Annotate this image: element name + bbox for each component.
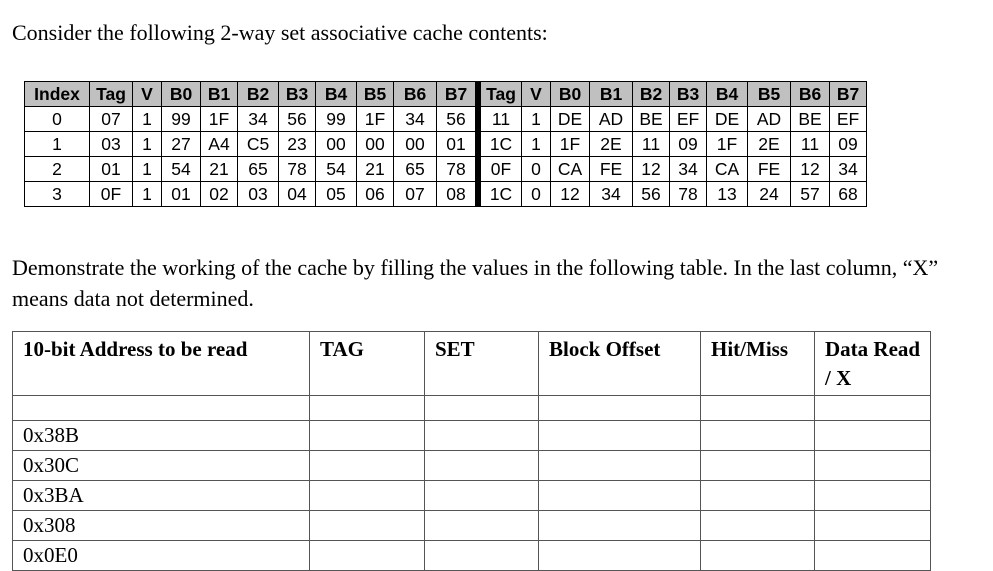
- address-cell: 0x3BA: [13, 481, 310, 511]
- answer-cell: [310, 541, 425, 571]
- answer-cell: [310, 421, 425, 451]
- cache-col-header: B0: [162, 82, 201, 107]
- answer-cell: [539, 421, 701, 451]
- cache-col-header: B0: [551, 82, 590, 107]
- cache-cell: 11: [633, 132, 670, 157]
- question-col-header: 10-bit Address to be read: [13, 332, 310, 396]
- question-row: [13, 511, 931, 541]
- cache-col-header: B5: [357, 82, 394, 107]
- cache-cell: 12: [551, 182, 590, 207]
- question-row: [13, 451, 931, 481]
- answer-cell: [425, 481, 539, 511]
- answer-cell: [539, 396, 701, 421]
- cache-cell: 0: [25, 107, 90, 132]
- cache-cell: FE: [748, 157, 791, 182]
- cache-cell: 1: [133, 107, 162, 132]
- cache-cell: 07: [394, 182, 437, 207]
- question-col-header: Block Offset: [539, 332, 701, 396]
- cache-cell: FE: [590, 157, 633, 182]
- cache-cell: AD: [748, 107, 791, 132]
- cache-col-header: B4: [316, 82, 357, 107]
- cache-cell: 1F: [707, 132, 748, 157]
- question-col-header: SET: [425, 332, 539, 396]
- cache-cell: 09: [830, 132, 867, 157]
- cache-cell: C5: [238, 132, 279, 157]
- cache-cell: 54: [316, 157, 357, 182]
- cache-cell: 34: [238, 107, 279, 132]
- answer-cell: [13, 396, 310, 421]
- cache-cell: 54: [162, 157, 201, 182]
- question-blank-row: [13, 396, 931, 421]
- cache-cell: 78: [437, 157, 479, 182]
- cache-col-header: V: [522, 82, 551, 107]
- cache-cell: 2: [25, 157, 90, 182]
- answer-cell: [425, 396, 539, 421]
- cache-cell: 34: [590, 182, 633, 207]
- cache-cell: 11: [791, 132, 830, 157]
- cache-cell: 56: [633, 182, 670, 207]
- cache-cell: 00: [357, 132, 394, 157]
- answer-cell: [701, 541, 815, 571]
- question-header-row: [13, 332, 931, 396]
- cache-cell: CA: [707, 157, 748, 182]
- cache-row: [25, 132, 867, 157]
- address-cell: 0x38B: [13, 421, 310, 451]
- cache-cell: 1: [25, 132, 90, 157]
- cache-col-header: B1: [590, 82, 633, 107]
- cache-cell: 03: [238, 182, 279, 207]
- cache-cell: 1: [133, 157, 162, 182]
- cache-col-header: B3: [279, 82, 316, 107]
- cache-cell: 12: [633, 157, 670, 182]
- cache-cell: 34: [670, 157, 707, 182]
- address-question-table: [12, 331, 931, 571]
- cache-cell: 01: [437, 132, 479, 157]
- cache-cell: 56: [279, 107, 316, 132]
- cache-cell: 1: [133, 132, 162, 157]
- cache-cell: 09: [670, 132, 707, 157]
- cache-col-header: B2: [238, 82, 279, 107]
- cache-cell: 0F: [478, 157, 522, 182]
- cache-col-header: Tag: [90, 82, 133, 107]
- cache-cell: 12: [791, 157, 830, 182]
- cache-cell: 78: [670, 182, 707, 207]
- cache-cell: 0: [522, 182, 551, 207]
- answer-cell: [425, 511, 539, 541]
- cache-cell: 24: [748, 182, 791, 207]
- answer-cell: [539, 451, 701, 481]
- cache-header-row: [25, 82, 867, 107]
- cache-cell: 1F: [201, 107, 238, 132]
- cache-col-header: B7: [437, 82, 479, 107]
- cache-cell: 13: [707, 182, 748, 207]
- question-col-header: Data Read / X: [815, 332, 931, 396]
- question-row: [13, 421, 931, 451]
- cache-cell: A4: [201, 132, 238, 157]
- cache-cell: 07: [90, 107, 133, 132]
- cache-cell: AD: [590, 107, 633, 132]
- cache-cell: 1: [522, 132, 551, 157]
- answer-cell: [310, 511, 425, 541]
- cache-cell: 68: [830, 182, 867, 207]
- cache-cell: EF: [670, 107, 707, 132]
- cache-cell: 99: [316, 107, 357, 132]
- instruction-text: Demonstrate the working of the cache by filling the values in the following table. In the last column, “X” means data not determined.: [12, 255, 939, 311]
- cache-cell: 1F: [551, 132, 590, 157]
- cache-cell: 1: [133, 182, 162, 207]
- cache-cell: CA: [551, 157, 590, 182]
- question-body: [13, 396, 931, 571]
- cache-cell: 78: [279, 157, 316, 182]
- cache-cell: 2E: [748, 132, 791, 157]
- answer-cell: [539, 481, 701, 511]
- cache-contents-table: [24, 81, 867, 207]
- cache-col-header: B6: [394, 82, 437, 107]
- answer-cell: [815, 451, 931, 481]
- question-row: [13, 541, 931, 571]
- cache-col-header: V: [133, 82, 162, 107]
- cache-cell: 01: [90, 157, 133, 182]
- cache-cell: 06: [357, 182, 394, 207]
- answer-cell: [425, 421, 539, 451]
- answer-cell: [539, 541, 701, 571]
- answer-cell: [310, 396, 425, 421]
- answer-cell: [701, 396, 815, 421]
- cache-cell: 0F: [90, 182, 133, 207]
- cache-cell: DE: [707, 107, 748, 132]
- cache-col-header: B6: [791, 82, 830, 107]
- cache-col-header: B3: [670, 82, 707, 107]
- answer-cell: [701, 421, 815, 451]
- cache-cell: 56: [437, 107, 479, 132]
- cache-cell: 34: [830, 157, 867, 182]
- cache-cell: 04: [279, 182, 316, 207]
- cache-cell: 99: [162, 107, 201, 132]
- cache-cell: 65: [394, 157, 437, 182]
- cache-col-header: B1: [201, 82, 238, 107]
- answer-cell: [425, 541, 539, 571]
- cache-col-header: B2: [633, 82, 670, 107]
- question-col-header: Hit/Miss: [701, 332, 815, 396]
- cache-cell: 01: [162, 182, 201, 207]
- cache-row: [25, 157, 867, 182]
- answer-cell: [815, 481, 931, 511]
- cache-cell: BE: [633, 107, 670, 132]
- question-col-header: TAG: [310, 332, 425, 396]
- cache-col-header: B4: [707, 82, 748, 107]
- cache-cell: 21: [201, 157, 238, 182]
- cache-cell: 27: [162, 132, 201, 157]
- cache-cell: EF: [830, 107, 867, 132]
- cache-row: [25, 182, 867, 207]
- answer-cell: [701, 481, 815, 511]
- cache-cell: 0: [522, 157, 551, 182]
- cache-body: [25, 107, 867, 207]
- cache-cell: 2E: [590, 132, 633, 157]
- intro-text: Consider the following 2-way set associative cache contents:: [12, 20, 548, 45]
- cache-cell: 11: [478, 107, 522, 132]
- address-cell: 0x0E0: [13, 541, 310, 571]
- cache-cell: 00: [394, 132, 437, 157]
- cache-cell: 02: [201, 182, 238, 207]
- address-cell: 0x308: [13, 511, 310, 541]
- cache-cell: 21: [357, 157, 394, 182]
- answer-cell: [815, 421, 931, 451]
- cache-cell: 05: [316, 182, 357, 207]
- address-cell: 0x30C: [13, 451, 310, 481]
- answer-cell: [701, 451, 815, 481]
- answer-cell: [310, 451, 425, 481]
- cache-cell: 65: [238, 157, 279, 182]
- cache-col-header: Tag: [478, 82, 522, 107]
- cache-cell: 1C: [478, 132, 522, 157]
- answer-cell: [425, 451, 539, 481]
- answer-cell: [310, 481, 425, 511]
- cache-cell: 34: [394, 107, 437, 132]
- cache-row: [25, 107, 867, 132]
- answer-cell: [815, 541, 931, 571]
- answer-cell: [815, 396, 931, 421]
- cache-cell: BE: [791, 107, 830, 132]
- cache-cell: 23: [279, 132, 316, 157]
- answer-cell: [701, 511, 815, 541]
- cache-cell: 1: [522, 107, 551, 132]
- cache-col-header: B5: [748, 82, 791, 107]
- cache-cell: 03: [90, 132, 133, 157]
- cache-cell: 57: [791, 182, 830, 207]
- cache-cell: DE: [551, 107, 590, 132]
- cache-cell: 1F: [357, 107, 394, 132]
- answer-cell: [539, 511, 701, 541]
- cache-col-header: B7: [830, 82, 867, 107]
- cache-cell: 1C: [478, 182, 522, 207]
- question-row: [13, 481, 931, 511]
- cache-col-header: Index: [25, 82, 90, 107]
- cache-cell: 3: [25, 182, 90, 207]
- cache-cell: 00: [316, 132, 357, 157]
- cache-cell: 08: [437, 182, 479, 207]
- answer-cell: [815, 511, 931, 541]
